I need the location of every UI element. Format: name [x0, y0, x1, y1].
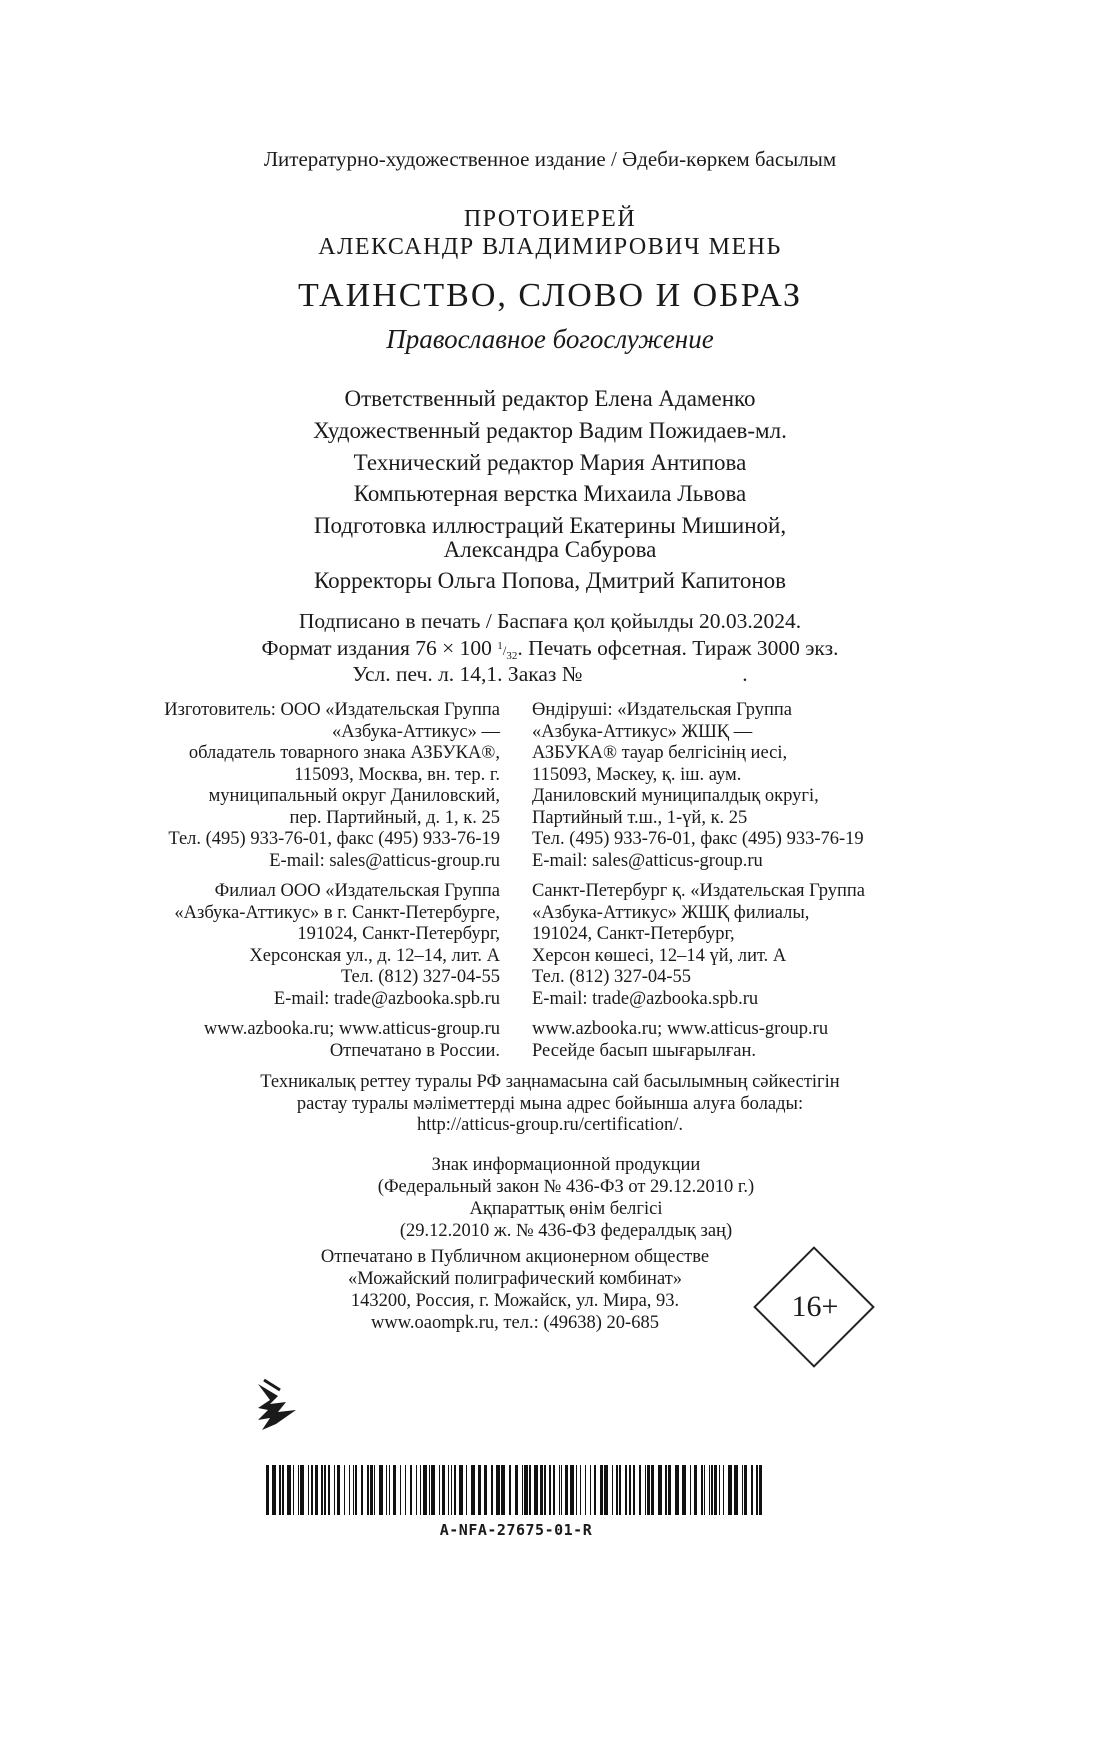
- format-post: . Печать офсетная. Тираж 3000 экз.: [517, 636, 839, 660]
- manufacturer-ru-line: обладатель товарного знака АЗБУКА®,: [188, 743, 500, 763]
- barcode-bar: [370, 1465, 373, 1515]
- barcode-bar: [334, 1465, 335, 1515]
- barcode-bar: [668, 1465, 671, 1515]
- barcode-bar: [744, 1465, 747, 1515]
- branch-kz-line: E-mail: trade@azbooka.spb.ru: [532, 988, 759, 1009]
- barcode-bar: [451, 1465, 452, 1515]
- barcode-bar: [393, 1465, 396, 1515]
- manufacturer-ru-line: «Азбука-Аттикус» —: [331, 721, 500, 742]
- barcode-bar: [439, 1465, 440, 1515]
- barcode-icon: [266, 1465, 766, 1515]
- barcode-bar: [553, 1465, 555, 1515]
- barcode-bar: [524, 1465, 528, 1515]
- branch-ru-line: E-mail: trade@azbooka.spb.ru: [273, 988, 500, 1009]
- manufacturer-ru-line: E-mail: sales@atticus-group.ru: [269, 850, 500, 871]
- barcode-bar: [361, 1465, 363, 1515]
- barcode-bar: [522, 1465, 523, 1515]
- barcode-bar: [324, 1465, 326, 1515]
- age-sign-line: Знак информационной продукции: [431, 1155, 701, 1175]
- barcode-bar: [709, 1465, 710, 1515]
- barcode-bar: [298, 1465, 299, 1515]
- printer-line: «Можайский полиграфический комбинат»: [347, 1269, 683, 1289]
- barcode-bar: [416, 1465, 417, 1515]
- certification-line: растау туралы мәліметтерді мына адрес бойынша алуға болады:: [296, 1093, 804, 1114]
- barcode-bar: [682, 1465, 686, 1515]
- branch-kz-line: «Азбука-Аттикус» ЖШҚ филиалы,: [532, 902, 810, 923]
- sheets-end: .: [742, 662, 748, 686]
- barcode-bar: [315, 1465, 318, 1515]
- signed-date: Подписано в печать / Баспаға қол қойылды 20.03.2024.: [298, 609, 802, 633]
- barcode-bar: [540, 1465, 543, 1515]
- barcode-bar: [625, 1465, 627, 1515]
- printer-logo-icon: [256, 1374, 300, 1434]
- web-kz-line: Ресейде басып шығарылған.: [532, 1040, 757, 1061]
- certification-block: [0, 1072, 1100, 1137]
- barcode-bar: [300, 1465, 304, 1515]
- barcode-bar: [694, 1465, 697, 1515]
- branch-kz-line: Санкт-Петербург қ. «Издательская Группа: [532, 881, 865, 901]
- barcode-bar: [576, 1465, 577, 1515]
- manufacturer-ru-line: пер. Партийный, д. 1, к. 25: [289, 807, 500, 828]
- barcode-bar: [367, 1465, 369, 1515]
- format-den: 32: [506, 650, 518, 662]
- barcode-bar: [410, 1465, 412, 1515]
- credit-line: Художественный редактор Вадим Пожидаев-мл.: [313, 418, 787, 443]
- age-rating: 16+: [791, 1290, 839, 1323]
- barcode-bar: [423, 1465, 427, 1515]
- manufacturer-kz-line: Партийный т.ш., 1-үй, к. 25: [532, 807, 748, 828]
- barcode-bar: [328, 1465, 330, 1515]
- barcode-bar: [496, 1465, 500, 1515]
- branch-ru-line: «Азбука-Аттикус» в г. Санкт-Петербурге,: [174, 902, 500, 923]
- barcode-bar: [734, 1465, 738, 1515]
- barcode-bar: [442, 1465, 445, 1515]
- barcode-bar: [379, 1465, 383, 1515]
- barcode-bar: [349, 1465, 350, 1515]
- web-kz-line: www.azbooka.ru; www.atticus-group.ru: [532, 1019, 829, 1039]
- branch-kz-line: Тел. (812) 327-04-55: [532, 967, 692, 987]
- barcode-bar: [272, 1465, 276, 1515]
- barcode-bar: [509, 1465, 511, 1515]
- barcode-bar: [405, 1465, 406, 1515]
- manufacturer-ru-line: 115093, Москва, вн. тер. г.: [294, 764, 500, 785]
- barcode-bar: [293, 1465, 294, 1515]
- barcode-bar: [714, 1465, 717, 1515]
- branch-ru-line: Тел. (812) 327-04-55: [340, 967, 500, 987]
- barcode-bar: [429, 1465, 430, 1515]
- barcode-bar: [484, 1465, 487, 1515]
- barcode-bar: [647, 1465, 650, 1515]
- barcode-bar: [459, 1465, 463, 1515]
- barcode-bar: [515, 1465, 518, 1515]
- barcode-bar: [570, 1465, 574, 1515]
- barcode-bar: [266, 1465, 269, 1515]
- barcode-bar: [756, 1465, 758, 1515]
- barcode-bar: [308, 1465, 309, 1515]
- credit-line: Александра Сабурова: [443, 537, 657, 562]
- manufacturer-kz-line: E-mail: sales@atticus-group.ru: [532, 850, 763, 871]
- barcode-bar: [448, 1465, 449, 1515]
- manufacturer-kz-line: Өндіруші: «Издательская Группа: [532, 700, 792, 720]
- sheets-line: [0, 662, 1100, 687]
- manufacturer-kz-line: 115093, Мәскеу, қ. іш. аум.: [532, 764, 742, 785]
- credit-line: Компьютерная верстка Михаила Львова: [353, 481, 747, 506]
- barcode-bar: [751, 1465, 753, 1515]
- barcode-bar: [534, 1465, 538, 1515]
- barcode-bar: [282, 1465, 284, 1515]
- barcode-bar: [389, 1465, 390, 1515]
- age-sign-line: Ақпараттық өнім белгісі: [469, 1199, 663, 1219]
- printer-info: [285, 1246, 745, 1334]
- manufacturer-kz-line: Тел. (495) 933-76-01, факс (495) 933-76-19: [532, 829, 864, 849]
- format-num: 1: [497, 640, 503, 652]
- barcode-bar: [604, 1465, 608, 1515]
- author-name: АЛЕКСАНДР ВЛАДИМИРОВИЧ МЕНЬ: [318, 234, 782, 260]
- author-title: ПРОТОИЕРЕЙ: [463, 206, 637, 232]
- barcode-bar: [594, 1465, 596, 1515]
- barcode-bar: [491, 1465, 493, 1515]
- book-title: ТАИНСТВО, СЛОВО И ОБРАЗ: [297, 277, 803, 314]
- credit-line: Ответственный редактор Елена Адаменко: [344, 386, 756, 411]
- barcode-bar: [629, 1465, 631, 1515]
- barcode-bar: [759, 1465, 762, 1515]
- printer-line: 143200, Россия, г. Можайск, ул. Мира, 93.: [350, 1291, 680, 1311]
- barcode-bar: [420, 1465, 421, 1515]
- manufacturer-ru-line: муниципальный округ Даниловский,: [208, 786, 500, 806]
- barcode-bar: [742, 1465, 743, 1515]
- barcode-bar: [311, 1465, 313, 1515]
- barcode-bar: [454, 1465, 456, 1515]
- barcode-bar: [279, 1465, 281, 1515]
- manufacturer-ru-line: Тел. (495) 933-76-01, факс (495) 933-76-19: [168, 829, 500, 849]
- barcode-bar: [400, 1465, 401, 1515]
- book-subtitle: Православное богослужение: [386, 324, 714, 354]
- barcode-bar: [675, 1465, 679, 1515]
- barcode-bar: [723, 1465, 724, 1515]
- barcode-bar: [580, 1465, 581, 1515]
- printer-line: www.oaompk.ru, тел.: (49638) 20-685: [371, 1313, 659, 1333]
- printer-line: Отпечатано в Публичном акционерном обществе: [320, 1247, 710, 1267]
- barcode-bar: [711, 1465, 713, 1515]
- credit-line: Подготовка иллюстраций Екатерины Мишиной,: [313, 513, 787, 538]
- credit-line: Корректоры Ольга Попова, Дмитрий Капитонов: [313, 568, 787, 593]
- barcode-bar: [645, 1465, 646, 1515]
- format-pre: Формат издания 76 × 100: [261, 636, 498, 660]
- barcode-bar: [337, 1465, 340, 1515]
- barcode-bar: [287, 1465, 291, 1515]
- barcode-bar: [728, 1465, 732, 1515]
- barcode-bar: [658, 1465, 662, 1515]
- barcode-bar: [704, 1465, 705, 1515]
- barcode-bar: [431, 1465, 435, 1515]
- sheets-text: Усл. печ. л. 14,1. Заказ №: [352, 662, 583, 686]
- barcode-bar: [585, 1465, 586, 1515]
- barcode-bar: [501, 1465, 505, 1515]
- branch-kz-line: 191024, Санкт-Петербург,: [532, 924, 735, 944]
- branch-ru-line: Филиал ООО «Издательская Группа: [214, 881, 500, 901]
- barcode-bar: [633, 1465, 635, 1515]
- credit-line: Технический редактор Мария Антипова: [353, 450, 747, 475]
- format-line: [0, 636, 1100, 662]
- manufacturer-kz-line: «Азбука-Аттикус» ЖШҚ —: [532, 721, 753, 742]
- certification-line: Техникалық реттеу туралы РФ заңнамасына сай басылымның сәйкестігін: [260, 1072, 840, 1092]
- barcode-bar: [344, 1465, 345, 1515]
- manufacturer-kz-line: Даниловский муниципалдық округі,: [532, 786, 819, 806]
- barcode-bar: [321, 1465, 323, 1515]
- barcode-bar: [612, 1465, 613, 1515]
- barcode-bar: [549, 1465, 551, 1515]
- barcode-bar: [701, 1465, 703, 1515]
- web-ru-line: Отпечатано в России.: [329, 1040, 500, 1061]
- barcode-bar: [690, 1465, 691, 1515]
- certification-url: http://atticus-group.ru/certification/.: [416, 1115, 684, 1135]
- barcode-bar: [466, 1465, 467, 1515]
- manufacturer-kz: [532, 700, 865, 1062]
- barcode-bar: [471, 1465, 475, 1515]
- manufacturer-ru: [164, 700, 500, 1062]
- age-sign-line: (Федеральный закон № 436-ФЗ от 29.12.2010 г.): [377, 1177, 755, 1197]
- web-ru-line: www.azbooka.ru; www.atticus-group.ru: [203, 1019, 500, 1039]
- barcode-bar: [353, 1465, 354, 1515]
- manufacturer-kz-line: АЗБУКА® тауар белгісінің иесі,: [532, 743, 788, 763]
- barcode-bar: [639, 1465, 641, 1515]
- branch-ru-line: 191024, Санкт-Петербург,: [297, 924, 500, 944]
- barcode-bar: [478, 1465, 481, 1515]
- barcode-label: A-NFA-27675-01-R: [439, 1521, 593, 1539]
- barcode-bar: [561, 1465, 562, 1515]
- age-sign-text: [336, 1154, 796, 1242]
- barcode-bar: [651, 1465, 654, 1515]
- manufacturer-ru-line: Изготовитель: ООО «Издательская Группа: [164, 700, 500, 720]
- barcode-bar: [565, 1465, 568, 1515]
- barcode-bar: [374, 1465, 375, 1515]
- barcode-bar: [616, 1465, 618, 1515]
- barcode-bar: [619, 1465, 621, 1515]
- barcode-bar: [355, 1465, 357, 1515]
- barcode-bar: [529, 1465, 531, 1515]
- age-sign-line: (29.12.2010 ж. № 436-ФЗ федералдық заң): [399, 1221, 733, 1241]
- edition-type: Литературно-художественное издание / Әдеби-көркем басылым: [263, 147, 837, 171]
- barcode-bar: [590, 1465, 591, 1515]
- branch-kz-line: Херсон көшесі, 12–14 үй, лит. А: [532, 945, 787, 966]
- barcode-bar: [719, 1465, 720, 1515]
- format-fraction: $^1/_{32}$: [497, 640, 518, 662]
- branch-ru-line: Херсонская ул., д. 12–14, лит. А: [249, 945, 500, 966]
- barcode-bar: [665, 1465, 667, 1515]
- barcode-bar: [386, 1465, 387, 1515]
- barcode-bar: [559, 1465, 560, 1515]
- barcode-bar: [600, 1465, 603, 1515]
- barcode-bar: [544, 1465, 546, 1515]
